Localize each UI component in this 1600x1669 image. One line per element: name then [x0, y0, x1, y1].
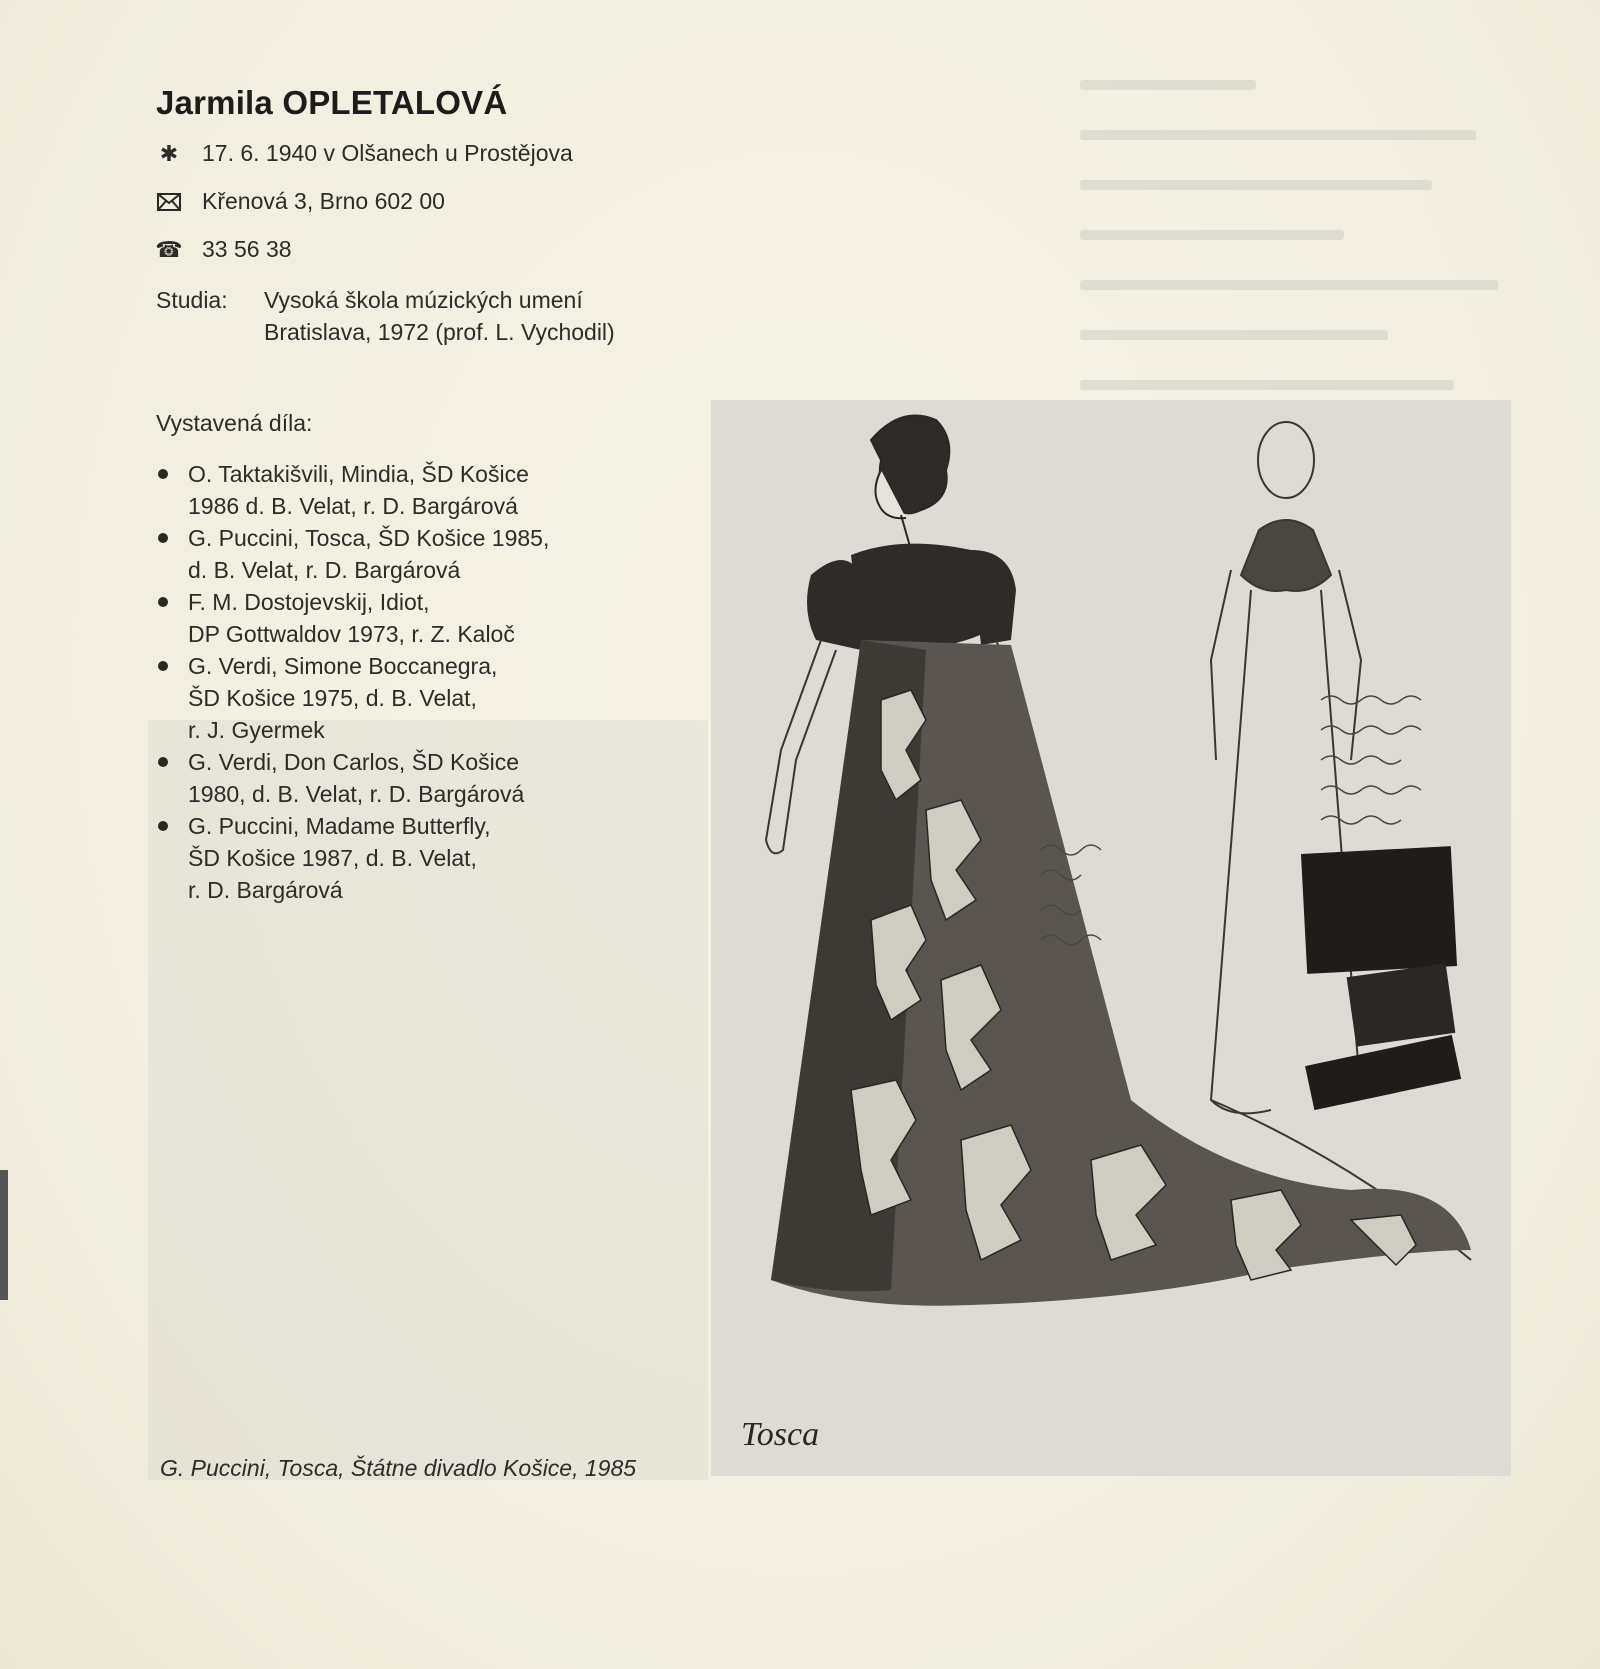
artist-name: Jarmila OPLETALOVÁ [156, 84, 508, 121]
studies-label: Studia: [156, 287, 228, 313]
list-item: F. M. Dostojevskij, Idiot, DP Gottwaldov 1973, r. Z. Kaloč [156, 586, 676, 650]
bullet-icon [158, 821, 168, 831]
bullet-icon [158, 597, 168, 607]
phone-text: 33 56 38 [202, 236, 292, 262]
costume-sketch-drawing [711, 400, 1511, 1476]
bullet-icon [158, 469, 168, 479]
binding-edge [0, 1170, 8, 1300]
sketch-signature: Tosca [741, 1416, 820, 1453]
bullet-icon [158, 757, 168, 767]
list-item: G. Puccini, Tosca, ŠD Košice 1985, d. B. Velat, r. D. Bargárová [156, 522, 676, 586]
address-row [156, 188, 445, 215]
list-item: G. Verdi, Don Carlos, ŠD Košice 1980, d. B. Velat, r. D. Bargárová [156, 746, 676, 810]
birth-text: 17. 6. 1940 v Olšanech u Prostějova [202, 140, 573, 166]
bullet-icon [158, 661, 168, 671]
birth-row [156, 140, 573, 167]
exhibited-list [156, 458, 676, 906]
telephone-icon: ☎ [155, 236, 183, 262]
asterisk-icon: ✱ [159, 140, 179, 166]
exhibited-heading: Vystavená díla: [156, 410, 313, 436]
costume-sketch [711, 400, 1511, 1476]
address-text: Křenová 3, Brno 602 00 [202, 188, 445, 214]
phone-row [156, 236, 292, 263]
bullet-icon [158, 533, 168, 543]
studies-block [156, 284, 664, 348]
list-item: G. Puccini, Madame Butterfly, ŠD Košice 1987, d. B. Velat, r. D. Bargárová [156, 810, 676, 906]
figure-caption: G. Puccini, Tosca, Štátne divadlo Košice, 1985 [160, 1455, 637, 1481]
list-item: O. Taktakišvili, Mindia, ŠD Košice 1986 d. B. Velat, r. D. Bargárová [156, 458, 676, 522]
envelope-icon [156, 193, 182, 211]
list-item: G. Verdi, Simone Boccanegra, ŠD Košice 1975, d. B. Velat, r. J. Gyermek [156, 650, 676, 746]
studies-text: Vysoká škola múzických umení Bratislava, 1972 (prof. L. Vychodil) [264, 287, 615, 345]
